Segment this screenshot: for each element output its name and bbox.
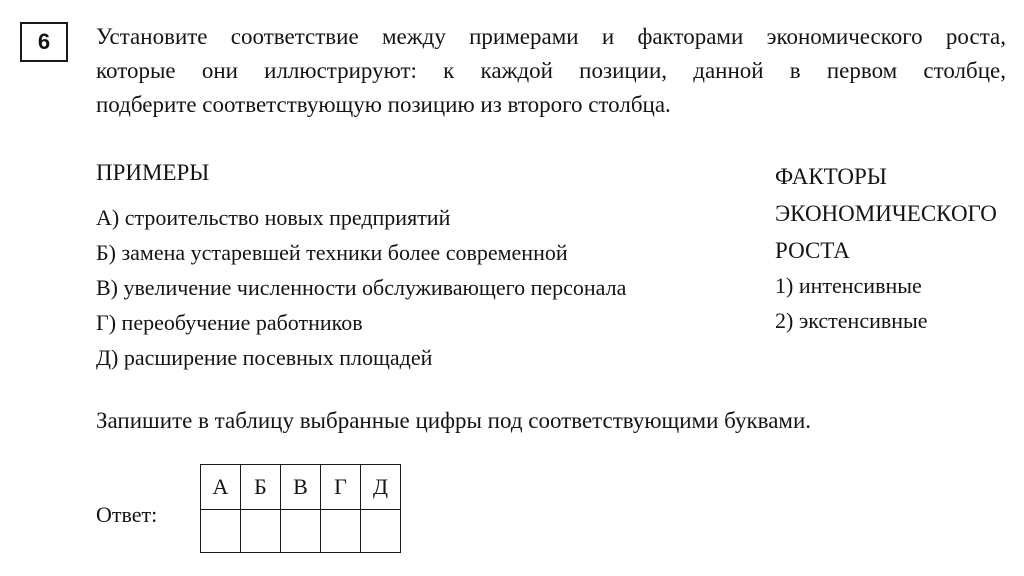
factors-list [775,268,928,338]
task-statement [96,20,1006,122]
answer-cell-v[interactable] [281,510,321,553]
task-statement-line: которые они иллюстрируют: к каждой позиции, данной в первом столбце, [96,58,1006,83]
factors-heading [775,158,997,269]
task-statement-line: Установите соответствие между примерами и факторами экономического роста, [96,24,1006,49]
examples-heading: ПРИМЕРЫ [96,160,210,185]
answer-cell-b[interactable] [241,510,281,553]
instruction-text: Запишите в таблицу выбранные цифры под соответствующими буквами. [96,408,812,433]
example-item-v: В) увеличение численности обслуживающего персонала [96,275,627,300]
answer-column-g: Г [321,465,361,510]
answer-column-a: А [201,465,241,510]
answer-column-d: Д [361,465,401,510]
example-item-b: Б) замена устаревшей техники более современной [96,240,568,265]
factor-item-1: 1) интенсивные [775,273,922,298]
factors-heading-line: ЭКОНОМИЧЕСКОГО [775,201,997,226]
answer-input-row [201,510,401,553]
answer-cell-a[interactable] [201,510,241,553]
answer-cell-d[interactable] [361,510,401,553]
answer-cell-g[interactable] [321,510,361,553]
answer-column-v: В [281,465,321,510]
example-item-a: А) строительство новых предприятий [96,205,451,230]
examples-list [96,200,736,375]
factors-heading-line: РОСТА [775,238,850,263]
task-number-box [20,22,68,62]
factors-heading-line: ФАКТОРЫ [775,164,887,189]
task-number: 6 [37,29,51,54]
example-item-g: Г) переобучение работников [96,310,363,335]
answer-table [200,464,401,553]
answer-column-b: Б [241,465,281,510]
answer-header-row [201,465,401,510]
answer-label: Ответ: [96,502,158,527]
example-item-d: Д) расширение посевных площадей [96,345,433,370]
task-statement-line: подберите соответствующую позицию из второго столбца. [96,92,671,117]
factor-item-2: 2) экстенсивные [775,308,928,333]
